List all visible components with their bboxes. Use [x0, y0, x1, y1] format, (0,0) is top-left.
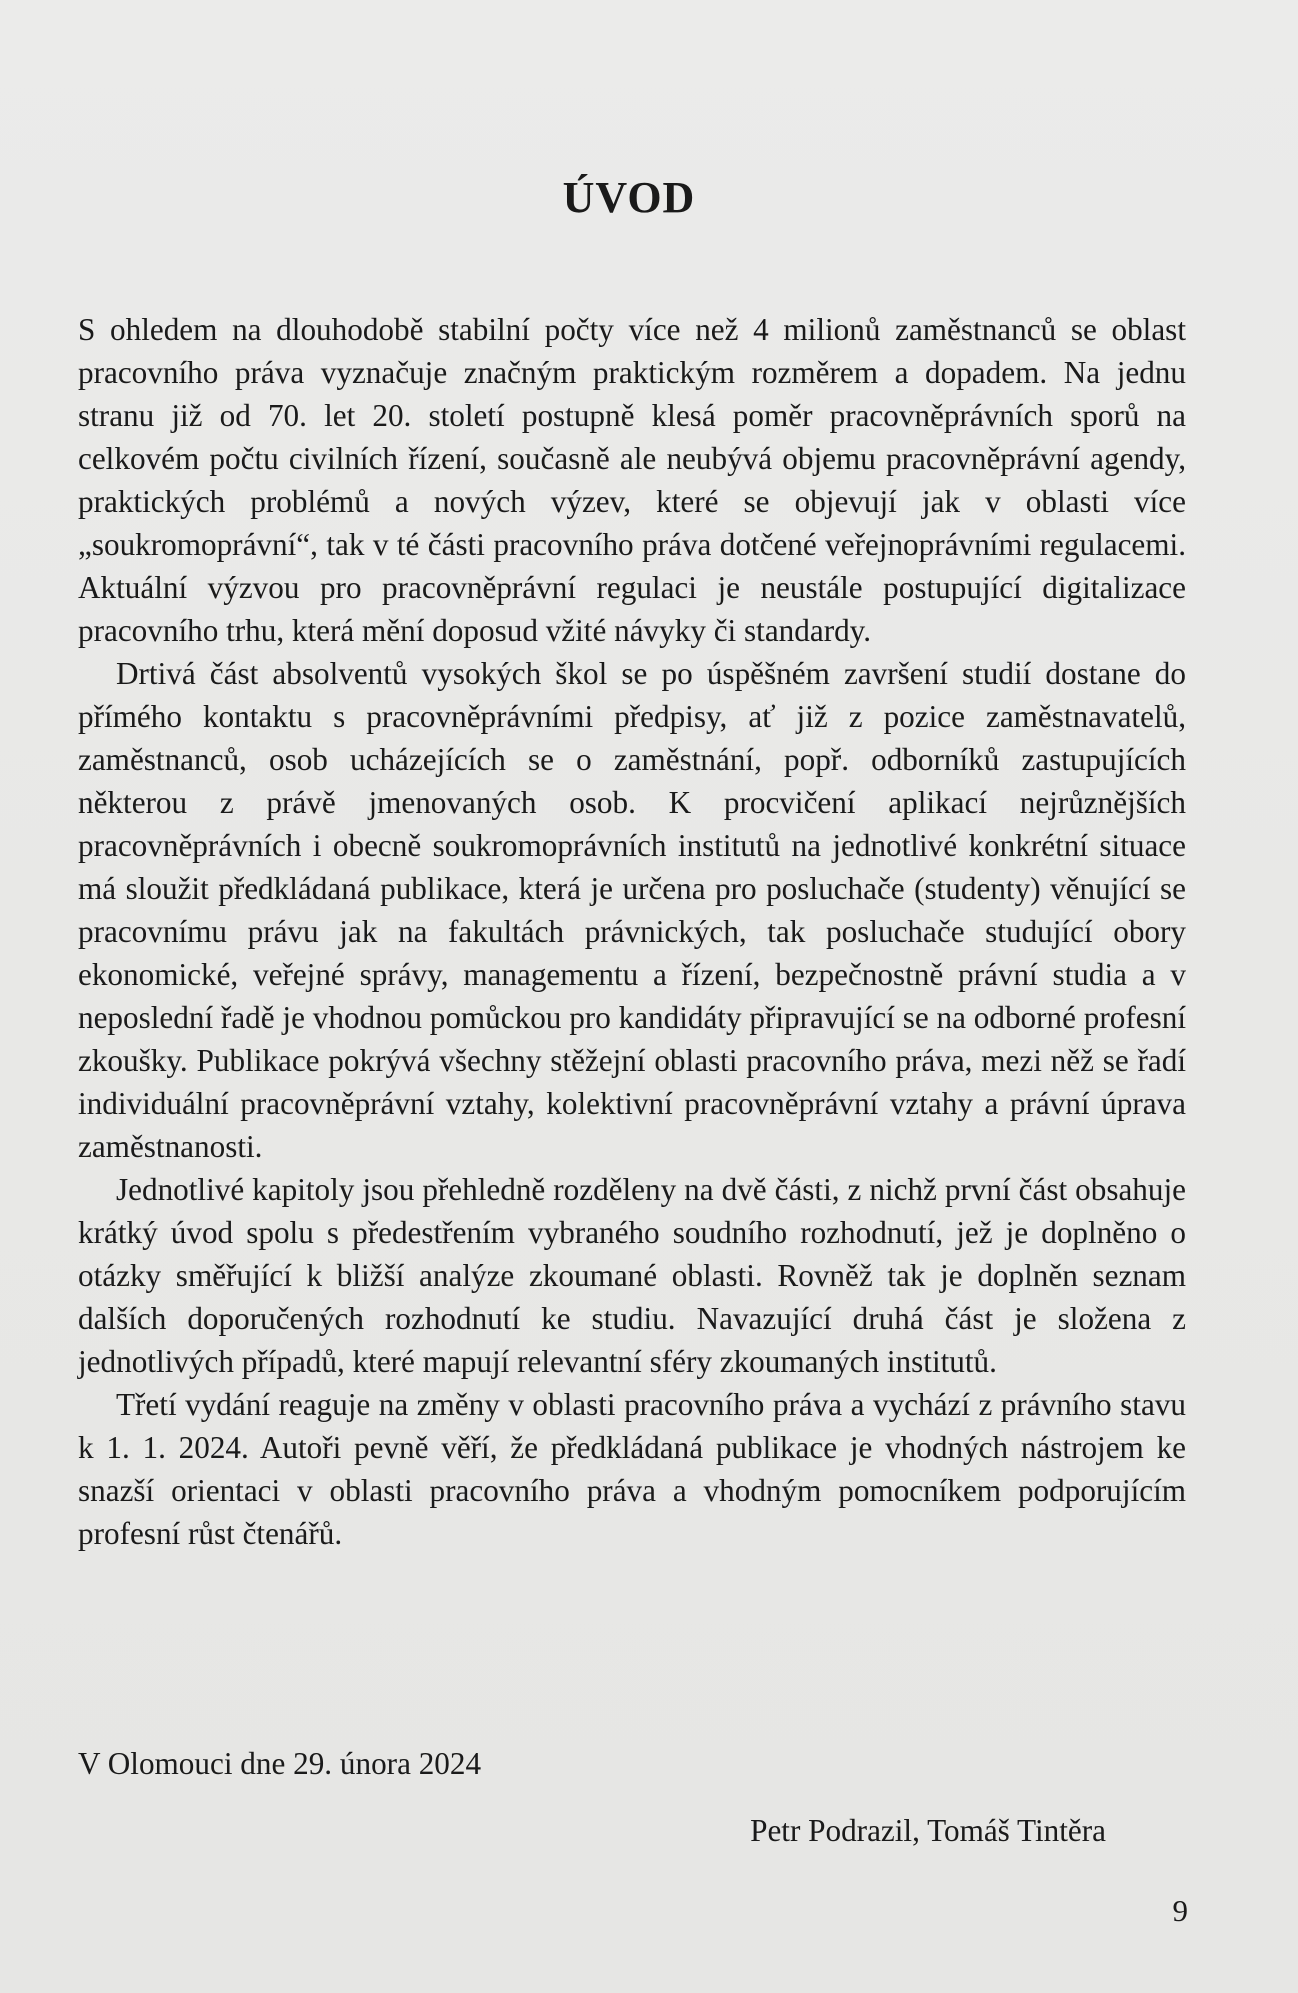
paragraph-4: Třetí vydání reaguje na změny v oblasti pracovního práva a vychází z právního stavu k 1. 1. 2024. Autoři pevně věří, že předkládaná publikace je vhodných nástrojem ke snazší orientaci v oblasti pracovního práva a vhodným pomocníkem podporujícím profesní růst čtenářů. — [78, 1387, 1186, 1551]
page-title: ÚVOD — [562, 173, 696, 222]
authors-signature: Petr Podrazil, Tomáš Tintěra — [750, 1813, 1106, 1848]
page-number: 9 — [1172, 1893, 1188, 1928]
body-text — [78, 308, 1186, 1555]
paragraph-2: Drtivá část absolventů vysokých škol se po úspěšném završení studií dostane do přímého kontaktu s pracovněprávními předpisy, ať již z pozice zaměstnavatelů, zaměstnanců, osob ucházejících se o zaměstnání, popř. odborníků zastupujících některou z právě jmenovaných osob. K procvičení aplikací nejrůznějších pracovněprávních i obecně soukromoprávních institutů na jednotlivé konkrétní situace má sloužit předkládaná publikace, která je určena pro posluchače (studenty) věnující se pracovnímu právu jak na fakultách právnických, tak posluchače studující obory ekonomické, veřejné správy, managementu a řízení, bezpečnostně právní studia a v neposlední řadě je vhodnou pomůckou pro kandidáty připravující se na odborné profesní zkoušky. Publikace pokrývá všechny stěžejní oblasti pracovního práva, mezi něž se řadí individuální pracovněprávní vztahy, kolektivní pracovněprávní vztahy a právní úprava zaměstnanosti. — [78, 656, 1186, 1164]
place-and-date: V Olomouci dne 29. února 2024 — [78, 1746, 482, 1781]
paragraph-1: S ohledem na dlouhodobě stabilní počty více než 4 milionů zaměstnanců se oblast pracovního práva vyznačuje značným praktickým rozměrem a dopadem. Na jednu stranu již od 70. let 20. století postupně klesá poměr pracovněprávních sporů na celkovém počtu civilních řízení, současně ale neubývá objemu pracovněprávní agendy, praktických problémů a nových výzev, které se objevují jak v oblasti více „soukromoprávní“, tak v té části pracovního práva dotčené veřejnoprávními regulacemi. Aktuální výzvou pro pracovněprávní regulaci je neustále postupující digitalizace pracovního trhu, která mění doposud vžité návyky či standardy. — [78, 312, 1186, 648]
paragraph-3: Jednotlivé kapitoly jsou přehledně rozděleny na dvě části, z nichž první část obsahuje krátký úvod spolu s předestřením vybraného soudního rozhodnutí, jež je doplněno o otázky směřující k bližší analýze zkoumané oblasti. Rovněž tak je doplněn seznam dalších doporučených rozhodnutí ke studiu. Navazující druhá část je složena z jednotlivých případů, které mapují relevantní sféry zkoumaných institutů. — [78, 1172, 1186, 1379]
